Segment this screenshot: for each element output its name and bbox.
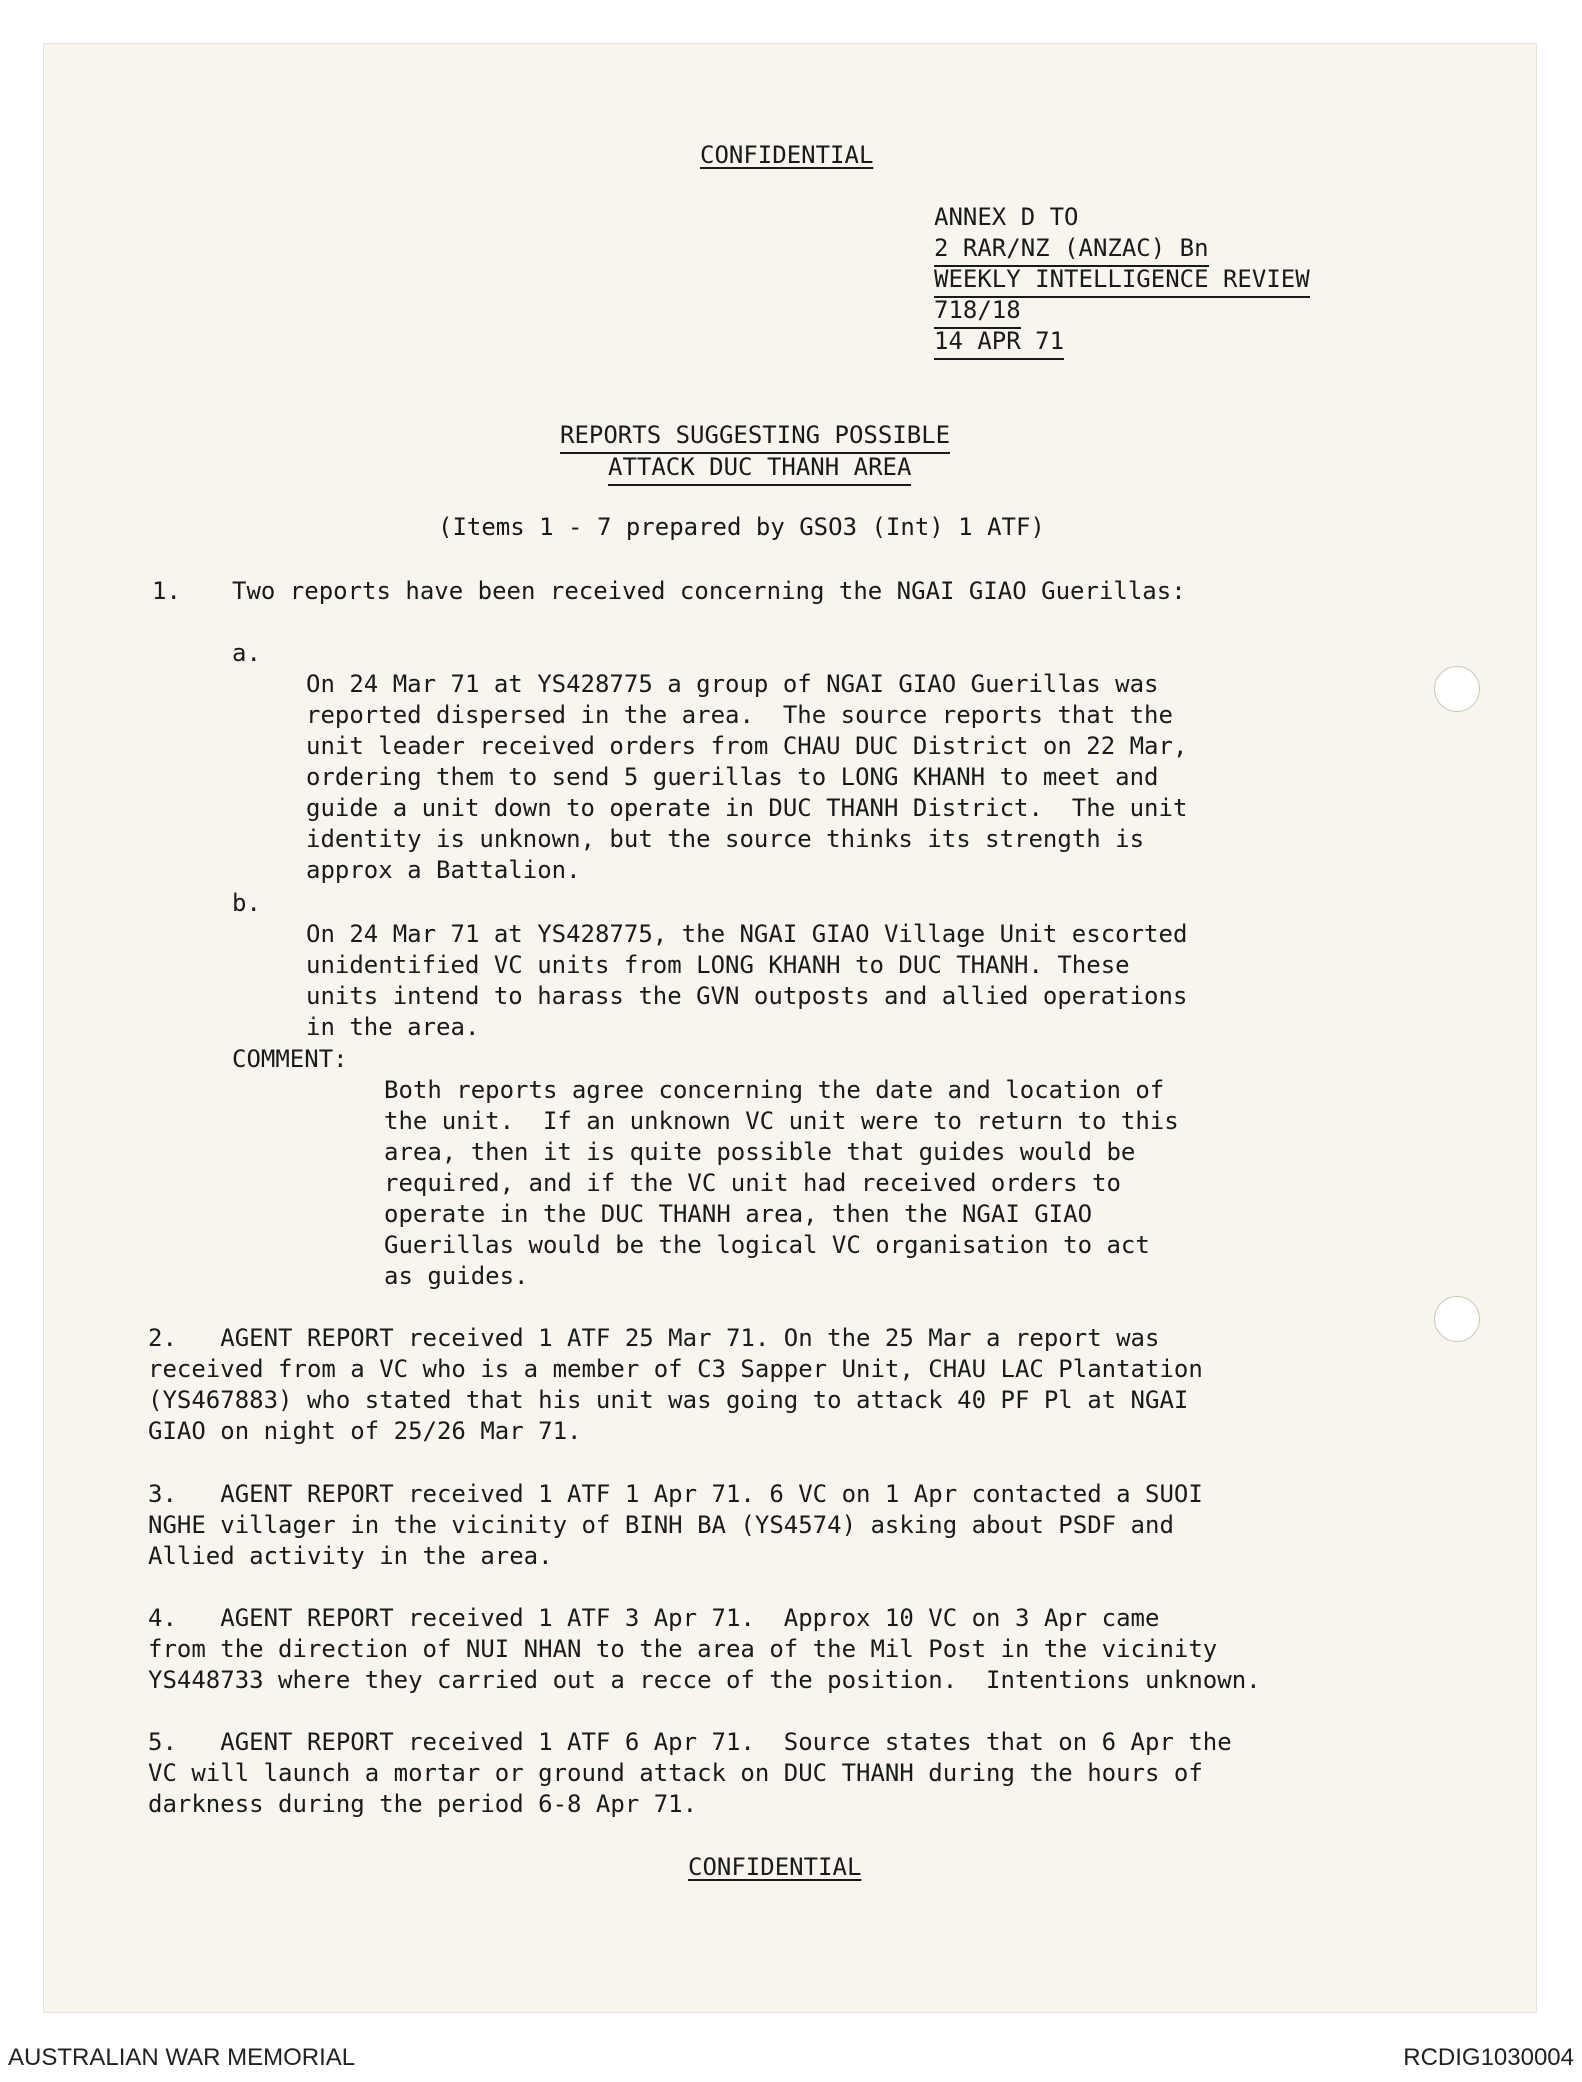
comment-label: COMMENT: bbox=[232, 1045, 348, 1073]
item-1a-body bbox=[306, 638, 1187, 917]
item-3-line: 3. AGENT REPORT received 1 ATF 1 Apr 71. 6 VC on 1 Apr contacted a SUOI bbox=[148, 1480, 1203, 1508]
comment-line: area, then it is quite possible that guides would be bbox=[384, 1138, 1136, 1166]
item-1b-line: unidentified VC units from LONG KHANH to DUC THANH. These bbox=[306, 951, 1130, 979]
item-1b-line: in the area. bbox=[306, 1013, 480, 1041]
comment-line: the unit. If an unknown VC unit were to return to this bbox=[384, 1107, 1179, 1135]
item-5-line: darkness during the period 6-8 Apr 71. bbox=[148, 1790, 698, 1818]
item-1a-line: unit leader received orders from CHAU DUC District on 22 Mar, bbox=[306, 732, 1188, 760]
item-4-line: from the direction of NUI NHAN to the area of the Mil Post in the vicinity bbox=[148, 1635, 1218, 1663]
item-5-line: VC will launch a mortar or ground attack on DUC THANH during the hours of bbox=[148, 1759, 1203, 1787]
item-1a-line: guide a unit down to operate in DUC THANH District. The unit bbox=[306, 794, 1188, 822]
comment-line: as guides. bbox=[384, 1262, 529, 1290]
item-5-line: 5. AGENT REPORT received 1 ATF 6 Apr 71. Source states that on 6 Apr the bbox=[148, 1728, 1232, 1756]
item-3-line: Allied activity in the area. bbox=[148, 1542, 553, 1570]
item-2-line: received from a VC who is a member of C3 Sapper Unit, CHAU LAC Plantation bbox=[148, 1355, 1203, 1383]
comment-line: operate in the DUC THANH area, then the NGAI GIAO bbox=[384, 1200, 1093, 1228]
comment-body bbox=[384, 1044, 1179, 1323]
annex-line-2: 2 RAR/NZ (ANZAC) Bn bbox=[934, 233, 1209, 267]
annex-line-1: ANNEX D TO bbox=[934, 203, 1079, 231]
classification-top: CONFIDENTIAL bbox=[700, 141, 874, 169]
item-1-number: 1. bbox=[152, 577, 181, 605]
item-5 bbox=[148, 1696, 1232, 1851]
item-1-text: Two reports have been received concerning the NGAI GIAO Guerillas: bbox=[232, 577, 1186, 605]
item-1a-line: ordering them to send 5 guerillas to LONG KHANH to meet and bbox=[306, 763, 1159, 791]
item-1b-label: b. bbox=[232, 889, 261, 917]
item-1a-line: approx a Battalion. bbox=[306, 856, 581, 884]
title-line-2: ATTACK DUC THANH AREA bbox=[608, 452, 911, 486]
subtitle: (Items 1 - 7 prepared by GSO3 (Int) 1 ATF) bbox=[438, 513, 1045, 541]
archive-id: RCDIG1030004 bbox=[1403, 2044, 1574, 2071]
item-1b-line: On 24 Mar 71 at YS428775, the NGAI GIAO Village Unit escorted bbox=[306, 920, 1188, 948]
item-2-line: 2. AGENT REPORT received 1 ATF 25 Mar 71. On the 25 Mar a report was bbox=[148, 1324, 1160, 1352]
item-1a-line: identity is unknown, but the source thinks its strength is bbox=[306, 825, 1145, 853]
item-1a-line: reported dispersed in the area. The source reports that the bbox=[306, 701, 1173, 729]
comment-line: required, and if the VC unit had received orders to bbox=[384, 1169, 1121, 1197]
item-3-line: NGHE villager in the vicinity of BINH BA (YS4574) asking about PSDF and bbox=[148, 1511, 1174, 1539]
comment-line: Guerillas would be the logical VC organisation to act bbox=[384, 1231, 1150, 1259]
annex-line-4: 718/18 bbox=[934, 295, 1021, 329]
title-line-1: REPORTS SUGGESTING POSSIBLE bbox=[560, 420, 950, 454]
item-2-line: GIAO on night of 25/26 Mar 71. bbox=[148, 1417, 582, 1445]
item-4-line: YS448733 where they carried out a recce of the position. Intentions unknown. bbox=[148, 1666, 1261, 1694]
item-1b-line: units intend to harass the GVN outposts and allied operations bbox=[306, 982, 1188, 1010]
item-1a-label: a. bbox=[232, 639, 261, 667]
annex-line-5: 14 APR 71 bbox=[934, 326, 1064, 360]
classification-bottom: CONFIDENTIAL bbox=[688, 1853, 862, 1881]
annex-line-3: WEEKLY INTELLIGENCE REVIEW bbox=[934, 264, 1310, 298]
item-4-line: 4. AGENT REPORT received 1 ATF 3 Apr 71. Approx 10 VC on 3 Apr came bbox=[148, 1604, 1160, 1632]
item-2-line: (YS467883) who stated that his unit was going to attack 40 PF Pl at NGAI bbox=[148, 1386, 1189, 1414]
archive-footer bbox=[0, 2034, 1582, 2082]
archive-source: AUSTRALIAN WAR MEMORIAL bbox=[8, 2044, 356, 2071]
punch-hole-lower bbox=[1434, 1296, 1480, 1342]
comment-line: Both reports agree concerning the date and location of bbox=[384, 1076, 1165, 1104]
punch-hole-upper bbox=[1434, 666, 1480, 712]
item-1a-line: On 24 Mar 71 at YS428775 a group of NGAI GIAO Guerillas was bbox=[306, 670, 1159, 698]
